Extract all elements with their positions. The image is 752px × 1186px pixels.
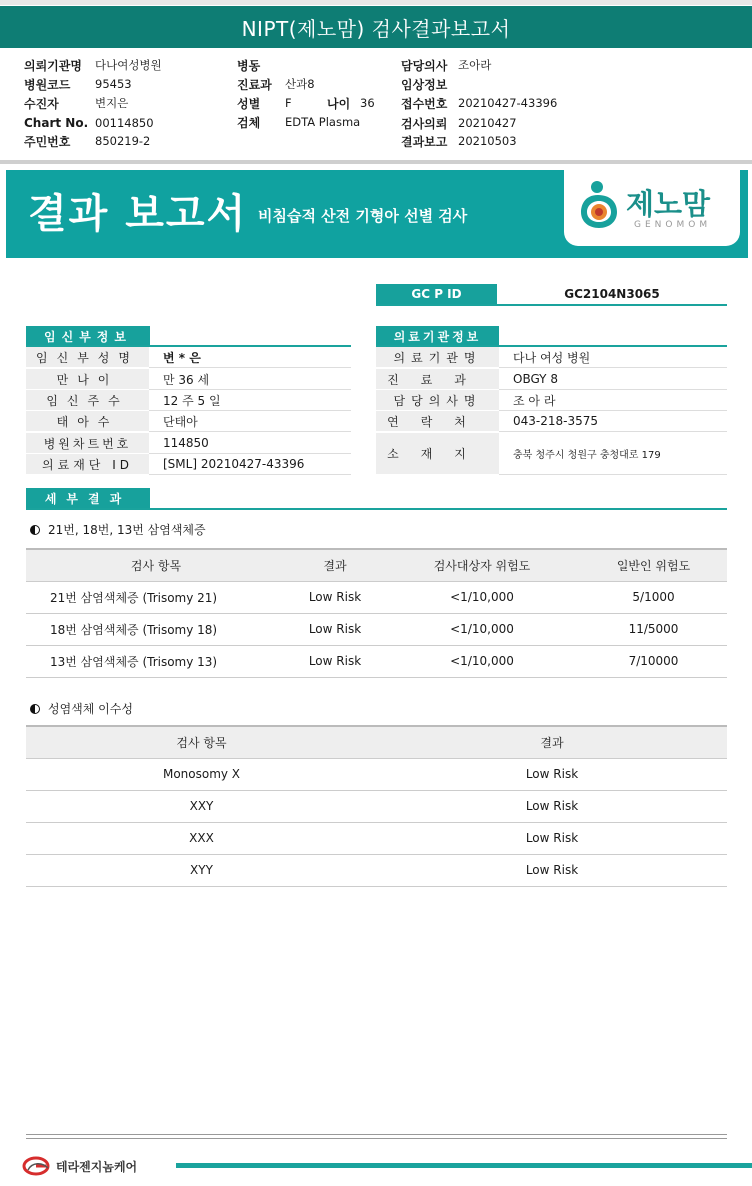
header-label: 나이 [327, 96, 351, 111]
header-value: 20210427 [458, 116, 517, 130]
patient-field-label: 태아수 [26, 411, 149, 432]
institution-row [376, 433, 727, 475]
header-row-doctor [401, 56, 491, 74]
table-cell: Low Risk [377, 822, 727, 854]
sex-chromosome-heading-text: 성염색체 이수성 [48, 702, 133, 716]
patient-row [26, 411, 351, 432]
table-cell: Low Risk [286, 645, 384, 677]
table-row [26, 822, 727, 854]
table-cell: XXY [26, 790, 377, 822]
institution-field-label: 진료과 [376, 369, 499, 390]
header-row-clinical [401, 75, 458, 93]
patient-info-tab: 임신부정보 [26, 326, 150, 346]
header-label: 검사의뢰 [401, 116, 448, 131]
header-divider [0, 160, 752, 164]
table-row [26, 581, 727, 613]
logo-subtext: GENOMOM [634, 220, 712, 230]
table-cell: Monosomy X [26, 758, 377, 790]
table-row [26, 758, 727, 790]
table-cell: <1/10,000 [384, 645, 580, 677]
genomom-mark-icon [578, 178, 620, 230]
banner-title: 결과 보고서 [28, 191, 248, 237]
table-cell: XXX [26, 822, 377, 854]
patient-row [26, 347, 351, 368]
institution-field-value: 충북 청주시 청원구 충청대로 179 [499, 433, 727, 475]
header-label: 수진자 [24, 96, 59, 111]
header-label: Chart No. [24, 116, 89, 130]
header-row-ward [237, 56, 285, 74]
gcp-id-value: GC2104N3065 [564, 287, 660, 301]
details-tab: 세부결과 [26, 488, 150, 508]
header-row-patient [24, 94, 128, 112]
institution-row [376, 347, 727, 368]
institution-row [376, 369, 727, 390]
table-row [26, 645, 727, 677]
patient-field-value: 12 주 5 일 [149, 390, 351, 411]
header-row-report [401, 132, 517, 150]
header-row-specimen [237, 113, 360, 131]
institution-field-value: OBGY 8 [499, 369, 727, 390]
header-label: 진료과 [237, 77, 272, 92]
patient-field-value: 변 * 은 [149, 347, 351, 368]
top-border [0, 0, 752, 5]
patient-field-label: 임신부성명 [26, 347, 149, 368]
header-value: EDTA Plasma [285, 115, 361, 129]
header-row-dept [237, 75, 315, 93]
header-row-sex-age [237, 94, 375, 112]
patient-field-value: 단태아 [149, 411, 351, 432]
header-label: 의뢰기관명 [24, 58, 82, 73]
half-circle-icon [30, 525, 40, 535]
theragen-logo-icon [22, 1156, 52, 1176]
patient-field-value: 114850 [149, 433, 351, 454]
table-cell: Low Risk [286, 581, 384, 613]
header-label: 성별 [237, 96, 261, 111]
patient-row [26, 433, 351, 454]
column-header: 결과 [286, 549, 384, 581]
header-value: 00114850 [95, 116, 154, 130]
table-cell: 18번 삼염색체증 (Trisomy 18) [26, 613, 286, 645]
trisomy-table [26, 548, 727, 678]
institution-field-label: 소재지 [376, 433, 499, 475]
patient-field-value: [SML] 20210427-43396 [149, 454, 351, 475]
patient-field-label: 임신주수 [26, 390, 149, 411]
patient-field-label: 의료재단 ID [26, 454, 149, 475]
institution-field-label: 연락처 [376, 411, 499, 432]
sex-chromosome-heading [30, 700, 133, 717]
half-circle-icon [30, 704, 40, 714]
header-row-chart [24, 114, 154, 132]
table-cell: 13번 삼염색체증 (Trisomy 13) [26, 645, 286, 677]
header-label: 병동 [237, 58, 261, 73]
header-info [0, 56, 752, 156]
patient-field-label: 병원차트번호 [26, 433, 149, 454]
header-value: 변지은 [95, 96, 129, 110]
logo-text: 제노맘 [626, 187, 711, 221]
table-row [26, 854, 727, 886]
header-row-receipt [401, 94, 557, 112]
institution-field-label: 담당의사명 [376, 390, 499, 411]
header-label: 검체 [237, 115, 261, 130]
header-value: 20210503 [458, 134, 517, 148]
trisomy-heading-text: 21번, 18번, 13번 삼염색체증 [48, 523, 206, 537]
column-header: 검사 항목 [26, 726, 377, 758]
table-cell: 7/10000 [580, 645, 727, 677]
result-banner [6, 170, 748, 258]
header-row-request [401, 114, 517, 132]
footer-divider [26, 1138, 727, 1139]
header-row-code [24, 75, 132, 93]
column-header: 일반인 위험도 [580, 549, 727, 581]
column-header: 결과 [377, 726, 727, 758]
institution-field-label: 의료기관명 [376, 347, 499, 368]
table-header-row [26, 726, 727, 758]
table-row [26, 790, 727, 822]
header-label: 담당의사 [401, 58, 448, 73]
table-cell: 11/5000 [580, 613, 727, 645]
institution-field-value: 043-218-3575 [499, 411, 727, 432]
table-cell: 21번 삼염색체증 (Trisomy 21) [26, 581, 286, 613]
banner-subtitle: 비침습적 산전 기형아 선별 검사 [258, 207, 468, 225]
table-cell: <1/10,000 [384, 613, 580, 645]
institution-field-value: 다나 여성 병원 [499, 347, 727, 368]
header-value: 산과8 [285, 77, 315, 91]
header-value: 36 [360, 96, 375, 110]
sex-chromosome-table [26, 725, 727, 887]
column-header: 검사 항목 [26, 549, 286, 581]
header-label: 결과보고 [401, 134, 448, 149]
table-cell: Low Risk [377, 854, 727, 886]
table-header-row [26, 549, 727, 581]
header-value: 20210427-43396 [458, 96, 558, 110]
table-row [26, 613, 727, 645]
header-row-id [24, 132, 150, 150]
gcp-id-label: GC P ID [376, 284, 497, 304]
institution-info-tab: 의료기관정보 [376, 326, 499, 346]
patient-row [26, 454, 351, 475]
table-cell: <1/10,000 [384, 581, 580, 613]
report-title: NIPT(제노맘) 검사결과보고서 [0, 6, 752, 48]
header-value: 다나여성병원 [95, 58, 162, 72]
header-label: 임상정보 [401, 77, 448, 92]
table-cell: Low Risk [377, 758, 727, 790]
patient-field-label: 만나이 [26, 369, 149, 390]
table-cell: 5/1000 [580, 581, 727, 613]
institution-row [376, 390, 727, 411]
header-value: 조아라 [458, 58, 492, 72]
trisomy-heading [30, 521, 206, 538]
patient-row [26, 390, 351, 411]
patient-row [26, 369, 351, 390]
header-label: 병원코드 [24, 77, 71, 92]
gcp-id-box [376, 284, 727, 306]
header-value: F [285, 96, 292, 110]
header-value: 850219-2 [95, 134, 151, 148]
footer-divider [26, 1134, 727, 1135]
table-cell: Low Risk [286, 613, 384, 645]
header-row-institution [24, 56, 162, 74]
details-underline [26, 508, 727, 510]
patient-field-value: 만 36 세 [149, 369, 351, 390]
table-cell: Low Risk [377, 790, 727, 822]
header-value: 95453 [95, 77, 132, 91]
company-logo [22, 1156, 137, 1176]
header-label: 주민번호 [24, 134, 71, 149]
column-header: 검사대상자 위험도 [384, 549, 580, 581]
company-name: 테라젠지놈케어 [56, 1159, 138, 1174]
genomom-logo [564, 170, 740, 246]
header-label: 접수번호 [401, 96, 448, 111]
institution-row [376, 411, 727, 432]
institution-field-value: 조 아 라 [499, 390, 727, 411]
footer-accent-bar [176, 1163, 752, 1168]
table-cell: XYY [26, 854, 377, 886]
